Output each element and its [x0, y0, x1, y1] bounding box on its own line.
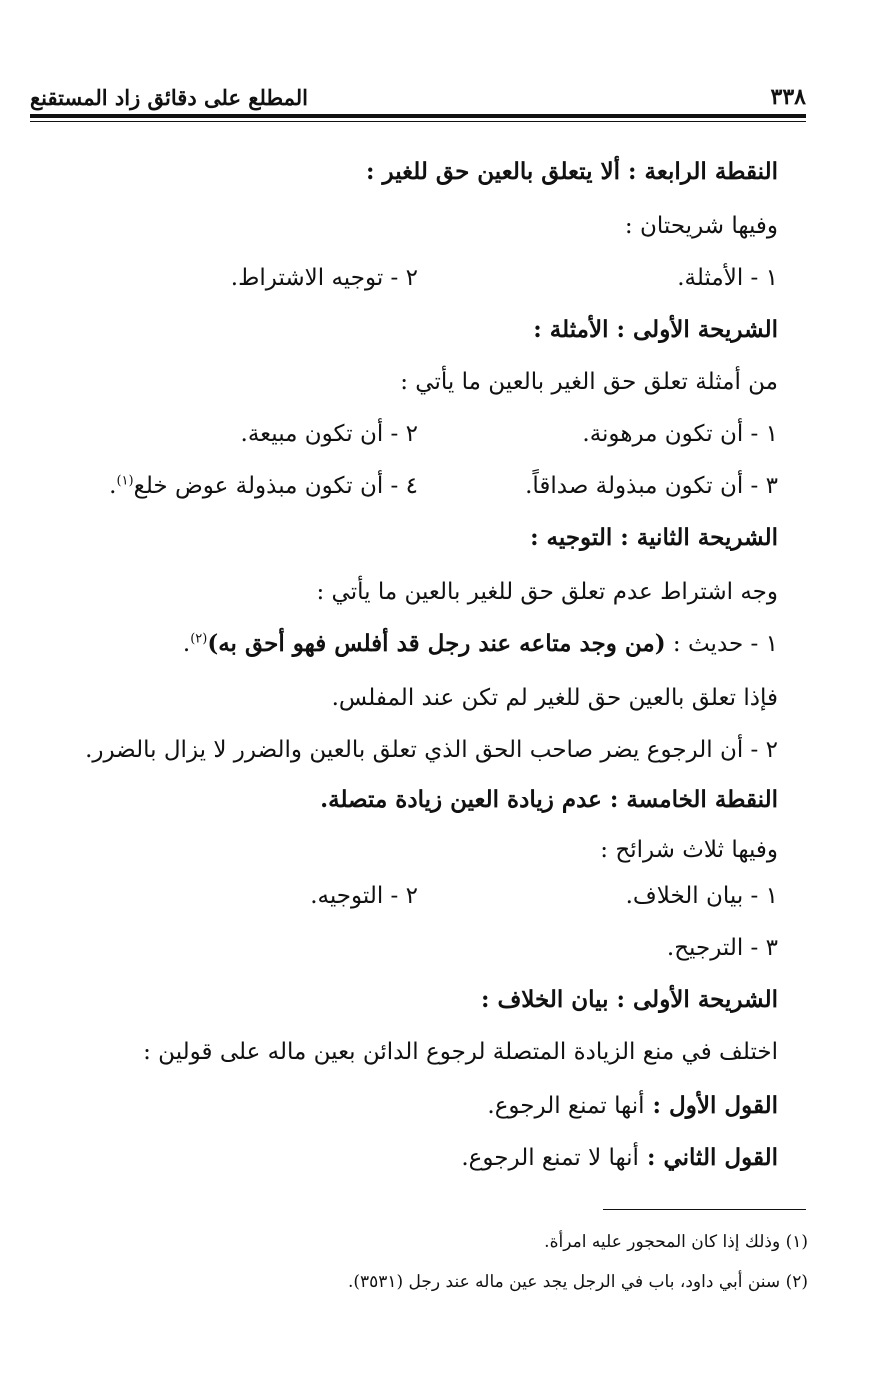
list-item: ٢ - التوجيه. — [310, 883, 418, 909]
list-item — [38, 628, 778, 660]
list-item — [109, 470, 418, 502]
subsection-heading: الشريحة الأولى : الأمثلة : — [533, 316, 778, 343]
opinion-label: القول الأول : — [644, 1092, 778, 1119]
book-title: المطلع على دقائق زاد المستقنع — [30, 85, 309, 110]
section-heading-point-4: النقطة الرابعة : ألا يتعلق بالعين حق للغير : — [366, 158, 778, 185]
punctuation: . — [109, 473, 117, 499]
hadith-quote: (من وجد متاعه عند رجل قد أفلس فهو أحق به) — [207, 630, 666, 657]
list-item-prefix: ١ - حديث : — [665, 631, 778, 657]
footnote-2: (٢) سنن أبي داود، باب في الرجل يجد عين ماله عند رجل (٣٥٣١). — [347, 1272, 808, 1292]
paragraph: من أمثلة تعلق حق الغير بالعين ما يأتي : — [400, 369, 778, 395]
header-rule-thick — [30, 114, 806, 118]
list-item: ٣ - أن تكون مبذولة صداقاً. — [525, 473, 778, 499]
footnote-reference: (٢) — [190, 631, 208, 647]
opinion-2 — [38, 1142, 778, 1174]
opinion-label: القول الثاني : — [638, 1144, 778, 1171]
section-heading-point-5: النقطة الخامسة : عدم زيادة العين زيادة متصلة. — [320, 786, 778, 813]
paragraph: وجه اشتراط عدم تعلق حق للغير بالعين ما يأتي : — [316, 579, 778, 605]
subsection-heading: الشريحة الأولى : بيان الخلاف : — [480, 986, 778, 1013]
list-item: ٢ - أن تكون مبيعة. — [240, 421, 418, 447]
paragraph: فإذا تعلق بالعين حق للغير لم تكن عند المفلس. — [331, 685, 778, 711]
footnote-reference: (١) — [116, 473, 134, 489]
paragraph: وفيها ثلاث شرائح : — [600, 837, 778, 863]
footnote-separator — [603, 1209, 806, 1210]
list-item: ٢ - توجيه الاشتراط. — [230, 265, 418, 291]
paragraph: اختلف في منع الزيادة المتصلة لرجوع الدائن بعين ماله على قولين : — [143, 1039, 778, 1065]
opinion-text: أنها لا تمنع الرجوع. — [461, 1145, 639, 1171]
list-item: ٣ - الترجيح. — [666, 935, 778, 961]
list-item: ١ - بيان الخلاف. — [625, 883, 778, 909]
page-number: ٣٣٨ — [770, 84, 806, 110]
list-item: ٢ - أن الرجوع يضر صاحب الحق الذي تعلق بالعين والضرر لا يزال بالضرر. — [85, 737, 778, 763]
list-item: ١ - أن تكون مرهونة. — [582, 421, 778, 447]
opinion-1 — [38, 1090, 778, 1122]
footnote-1: (١) وذلك إذا كان المحجور عليه امرأة. — [544, 1232, 808, 1252]
punctuation: . — [182, 631, 191, 657]
opinion-text: أنها تمنع الرجوع. — [487, 1093, 645, 1119]
header-rule-thin — [30, 121, 806, 122]
list-item: ١ - الأمثلة. — [677, 265, 778, 291]
subsection-heading: الشريحة الثانية : التوجيه : — [530, 524, 778, 551]
list-item-text: ٤ - أن تكون مبذولة عوض خلع — [133, 473, 418, 499]
running-header — [30, 78, 806, 110]
paragraph: وفيها شريحتان : — [624, 213, 778, 239]
